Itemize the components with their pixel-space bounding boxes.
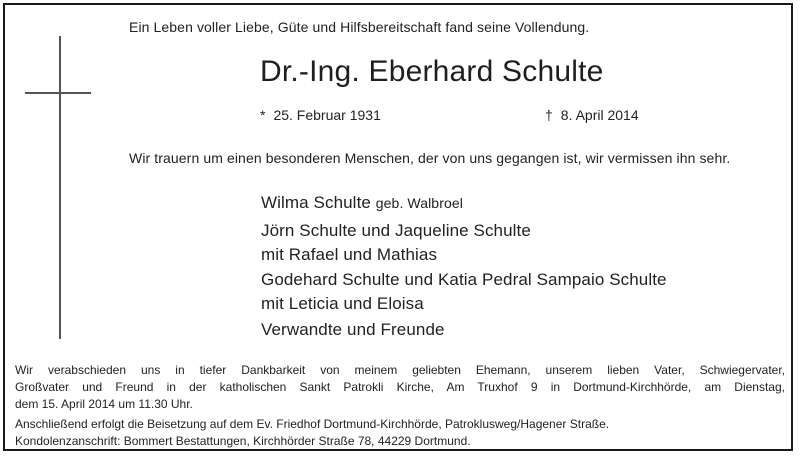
family-line-3: mit Rafael und Mathias — [261, 245, 438, 264]
wife-name: Wilma Schulte — [261, 193, 371, 212]
death-date-value: 8. April 2014 — [560, 107, 639, 123]
wife-birthname: geb. Walbroel — [375, 195, 463, 211]
death-date — [545, 107, 639, 123]
family-line-2: Jörn Schulte und Jaqueline Schulte — [261, 221, 531, 240]
burial-line: Anschließend erfolgt die Beisetzung auf dem Ev. Friedhof Dortmund-Kirchhörde, Patroklusweg/Hagener Straße. — [15, 417, 610, 431]
death-cross-icon: † — [545, 107, 553, 123]
family-line-6: Verwandte und Freunde — [261, 320, 445, 339]
cross-icon-bar — [25, 92, 91, 94]
birth-date — [260, 107, 381, 123]
farewell-line-1: Wir verabschieden uns in tiefer Dankbarkeit von meinem geliebten Ehemann, unserem lieben Vater, Schwiegervater, — [15, 363, 785, 377]
mourning-line: Wir trauern um einen besonderen Menschen, der von uns gegangen ist, wir vermissen ihn sehr. — [129, 150, 731, 166]
deceased-name: Dr.-Ing. Eberhard Schulte — [260, 55, 604, 88]
farewell-line-2: Großvater und Freund in der katholischen Sankt Patrokli Kirche, Am Truxhof 9 in Dortmund-Kirchhörde, am Dienstag, — [15, 380, 785, 394]
intro-line: Ein Leben voller Liebe, Güte und Hilfsbereitschaft fand seine Vollendung. — [129, 19, 590, 35]
birth-date-value: 25. Februar 1931 — [273, 107, 381, 123]
contact-line: Kondolenzanschrift: Bommert Bestattungen, Kirchhörder Straße 78, 44229 Dortmund. — [15, 434, 471, 448]
birth-star-icon: * — [260, 107, 266, 123]
farewell-line-3: dem 15. April 2014 um 11.30 Uhr. — [15, 397, 193, 411]
farewell-paragraph — [15, 362, 785, 413]
family-line-wife — [261, 193, 463, 213]
family-line-5: mit Leticia und Eloisa — [261, 294, 424, 313]
family-line-4: Godehard Schulte und Katia Pedral Sampaio Schulte — [261, 270, 667, 289]
cross-icon — [59, 36, 61, 339]
